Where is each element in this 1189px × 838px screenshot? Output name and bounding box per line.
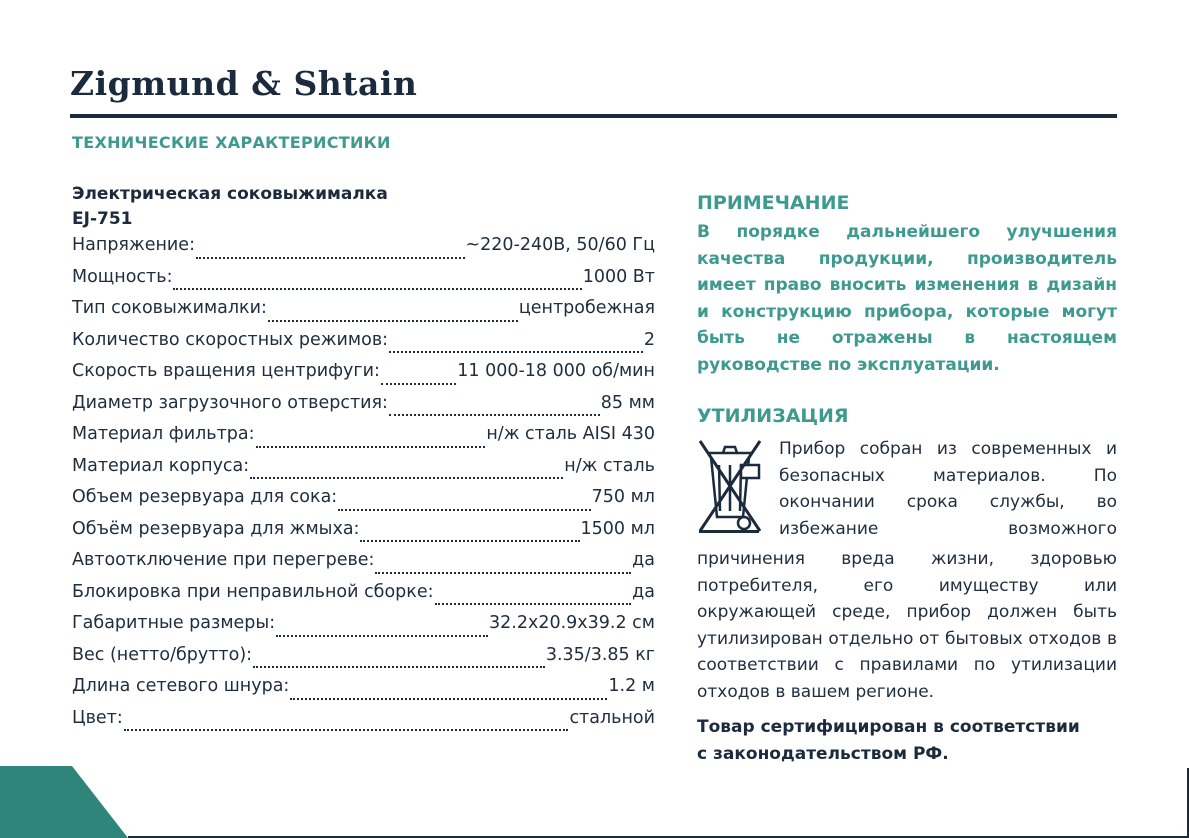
spec-label: Объем резервуара для сока: <box>72 487 338 507</box>
section-title: ТЕХНИЧЕСКИЕ ХАРАКТЕРИСТИКИ <box>72 133 391 152</box>
spec-value: 1000 Вт <box>582 266 655 287</box>
spec-value: н/ж сталь AISI 430 <box>486 424 655 444</box>
spec-leader-dots <box>250 477 563 479</box>
spec-leader-dots <box>276 635 488 637</box>
spec-label: Материал фильтра: <box>72 424 255 444</box>
spec-row <box>72 487 655 519</box>
spec-value: 85 мм <box>600 392 655 413</box>
spec-label: Автоотключение при перегреве: <box>72 550 375 570</box>
spec-row <box>72 267 655 299</box>
spec-row <box>72 582 655 614</box>
spec-row <box>72 393 655 425</box>
disposal-text-bottom: причинения вреда жизни, здоровью потребителя, его имуществу или окружающей среде, прибор должен быть утилизирован отдельно от бытовых отходов в соответствии с правилами по утилизации отходов в вашем регионе. <box>697 549 1117 702</box>
spec-leader-dots <box>256 446 486 448</box>
spec-label: Мощность: <box>72 266 173 287</box>
spec-value: 32.2x20.9x39.2 см <box>489 613 655 633</box>
spec-label: Количество скоростных режимов: <box>72 329 389 350</box>
spec-row <box>72 456 655 488</box>
spec-value: центробежная <box>518 298 655 318</box>
spec-leader-dots <box>375 572 631 574</box>
note-title: ПРИМЕЧАНИЕ <box>697 192 850 214</box>
spec-value: 2 <box>643 329 655 350</box>
spec-row <box>72 424 655 456</box>
spec-value: н/ж сталь <box>564 455 655 476</box>
spec-leader-dots <box>173 288 581 290</box>
disposal-text-top: Прибор собран из современных и безопасных материалов. По окончании срока службы, во избежание возможного <box>779 439 1117 539</box>
spec-value: 750 мл <box>591 487 655 507</box>
spec-leader-dots <box>360 540 579 542</box>
spec-row <box>72 613 655 645</box>
spec-leader-dots <box>268 320 518 322</box>
spec-row <box>72 235 655 267</box>
spec-leader-dots <box>389 414 600 416</box>
spec-label: Длина сетевого шнура: <box>72 676 290 696</box>
spec-label: Блокировка при неправильной сборке: <box>72 581 434 602</box>
spec-leader-dots <box>196 257 465 259</box>
spec-value: 1500 мл <box>580 518 655 539</box>
certification-line-1: Товар сертифицирован в соответствии <box>697 717 1080 737</box>
spec-value: ~220-240В, 50/60 Гц <box>465 235 655 255</box>
spec-label: Скорость вращения центрифуги: <box>72 361 380 381</box>
spec-label: Вес (нетто/брутто): <box>72 644 253 665</box>
product-name: Электрическая соковыжималка <box>72 184 388 204</box>
spec-leader-dots <box>124 729 569 731</box>
spec-value: стальной <box>569 707 655 728</box>
product-model: EJ-751 <box>72 209 133 229</box>
spec-value: 1.2 м <box>608 676 655 696</box>
product-heading <box>72 182 388 232</box>
spec-leader-dots <box>381 383 456 385</box>
spec-leader-dots <box>389 351 643 353</box>
spec-row <box>72 708 655 740</box>
spec-value: да <box>632 581 655 602</box>
spec-leader-dots <box>253 666 545 668</box>
spec-label: Материал корпуса: <box>72 455 250 476</box>
spec-row <box>72 298 655 330</box>
spec-value: 3.35/3.85 кг <box>545 644 655 665</box>
spec-list <box>72 235 655 739</box>
corner-decoration <box>0 766 128 838</box>
certification-text <box>697 714 1117 768</box>
spec-leader-dots <box>290 698 607 700</box>
header-divider <box>70 114 1117 118</box>
spec-leader-dots <box>338 509 590 511</box>
spec-row <box>72 519 655 551</box>
certification-line-2: с законодательством РФ. <box>697 744 949 764</box>
spec-row <box>72 645 655 677</box>
spec-value: да <box>632 550 655 570</box>
spec-row <box>72 361 655 393</box>
spec-label: Цвет: <box>72 707 123 728</box>
spec-value: 11 000-18 000 об/мин <box>457 361 655 381</box>
disposal-text <box>697 436 1117 705</box>
spec-row <box>72 330 655 362</box>
note-text: В порядке дальнейшего улучшения качества продукции, производитель имеет право вносить изменения в дизайн и конструкцию прибора, которые могут быть не отражены в настоящем руководстве по эксплуатации. <box>697 222 1117 375</box>
spec-label: Диаметр загрузочного отверстия: <box>72 392 388 413</box>
spec-row <box>72 676 655 708</box>
disposal-title: УТИЛИЗАЦИЯ <box>697 405 849 427</box>
spec-leader-dots <box>435 603 632 605</box>
spec-row <box>72 550 655 582</box>
brand-logo: Zigmund & Shtain <box>70 64 418 103</box>
spec-label: Габаритные размеры: <box>72 613 276 633</box>
spec-label: Напряжение: <box>72 235 195 255</box>
spec-label: Объём резервуара для жмыха: <box>72 518 360 539</box>
spec-label: Тип соковыжималки: <box>72 298 267 318</box>
